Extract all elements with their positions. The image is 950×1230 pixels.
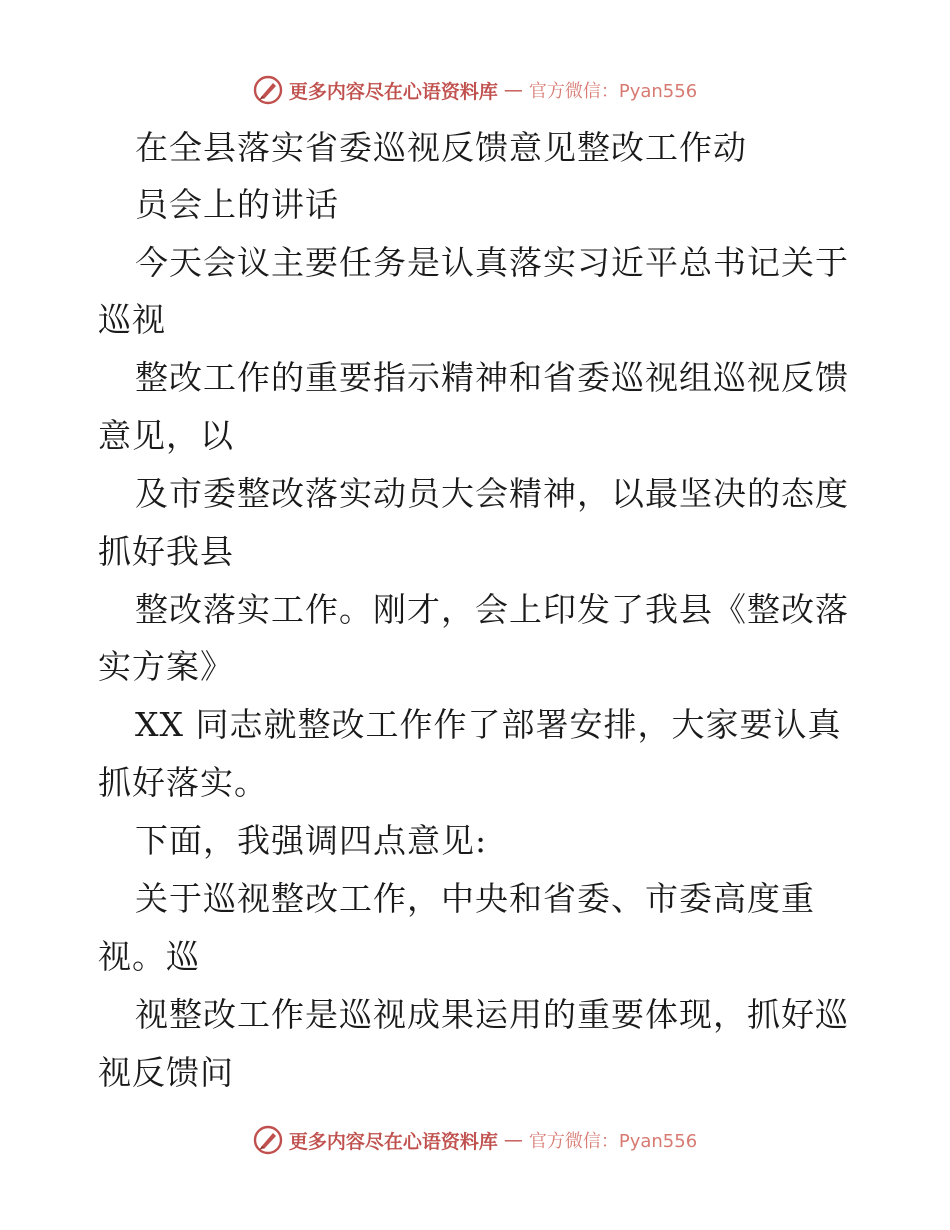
paragraph-line: 抓好落实。 <box>98 763 268 802</box>
pen-logo-icon <box>253 1125 283 1155</box>
paragraph-line: 及市委整改落实动员大会精神，以最坚决的态度 <box>135 474 849 513</box>
paragraph-line: 下面，我强调四点意见: <box>135 821 488 860</box>
document-title-line-1: 在全县落实省委巡视反馈意见整改工作动 <box>135 128 747 167</box>
watermark-dash: — <box>503 79 523 101</box>
header-watermark <box>0 72 950 108</box>
document-title-line-2: 员会上的讲话 <box>135 185 339 224</box>
paragraph-line: 关于巡视整改工作，中央和省委、市委高度重 <box>135 879 815 918</box>
pen-logo-icon <box>253 75 283 105</box>
paragraph-line: 抓好我县 <box>98 532 234 571</box>
watermark-brand: 更多内容尽在心语资料库 <box>288 80 498 103</box>
paragraph-line: 实方案》 <box>98 647 234 686</box>
paragraph-line: 视。巡 <box>98 937 200 976</box>
paragraph-line: 巡视 <box>98 300 166 339</box>
paragraph-line: 意见，以 <box>98 416 234 455</box>
watermark-contact: 官方微信：Pyan556 <box>528 81 698 102</box>
paragraph-line: XX 同志就整改工作作了部署安排，大家要认真 <box>135 705 842 744</box>
paragraph-line: 今天会议主要任务是认真落实习近平总书记关于 <box>135 243 849 282</box>
paragraph-line: 整改工作的重要指示精神和省委巡视组巡视反馈 <box>135 358 849 397</box>
watermark-brand: 更多内容尽在心语资料库 <box>288 1130 498 1153</box>
paragraph-line: 视整改工作是巡视成果运用的重要体现，抓好巡 <box>135 995 849 1034</box>
watermark-contact: 官方微信：Pyan556 <box>528 1131 698 1152</box>
paragraph-line: 视反馈问 <box>98 1053 234 1092</box>
watermark-dash: — <box>503 1129 523 1151</box>
paragraph-line: 整改落实工作。刚才，会上印发了我县《整改落 <box>135 590 849 629</box>
footer-watermark <box>0 1122 950 1158</box>
